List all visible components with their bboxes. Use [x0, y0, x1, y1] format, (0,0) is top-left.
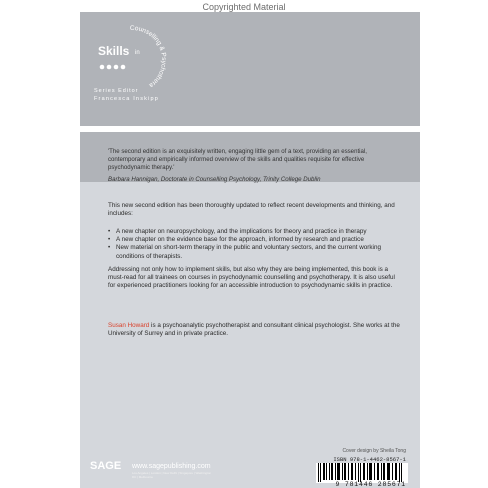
logo-skills: Skills: [98, 44, 130, 58]
barcode-digits: 9 781446 285671: [335, 481, 406, 488]
author-name: Susan Howard: [108, 322, 150, 329]
intro-paragraph: This new second edition has been thoroughly updated to reflect recent developments and thinking, and includes:: [108, 202, 395, 218]
logo-dots: [92, 22, 172, 92]
watermark: Copyrighted Material: [202, 2, 286, 12]
svg-text:Counselling & Psychotherapy: [92, 22, 167, 89]
series-logo: [92, 22, 172, 89]
list-item: • A new chapter on the evidence base for the approach, informed by research and practice: [108, 236, 400, 244]
author-bio: [108, 322, 400, 338]
isbn: ISBN 978-1-4462-8567-1: [333, 456, 406, 463]
logo-arc-text: Counselling & Psychothera: [129, 24, 168, 89]
sage-logo: SAGE: [90, 460, 122, 472]
series-editor-label: Series Editor: [94, 88, 139, 94]
series-editor-name: Francesca Inskipp: [94, 96, 160, 102]
author-bio-text: is a psychoanalytic psychotherapist and consultant clinical psychologist. She works at the University of Surrey and in private practice.: [108, 322, 400, 338]
quote-attribution: Barbara Hannigan, Doctorate in Counselling Psychology, Trinity College Dublin: [108, 176, 321, 183]
publisher-locations: Los Angeles | London | New Delhi | Singapore | Washington DC | Melbourne: [132, 471, 212, 479]
publisher-url: www.sagepublishing.com: [132, 463, 211, 470]
book-back-cover: [80, 12, 420, 488]
list-item: • New material on short-term therapy in the public and voluntary sectors, and the current working conditions of therapists.: [108, 244, 400, 260]
logo-in: in: [135, 50, 140, 56]
description-paragraph: Addressing not only how to implement skills, but also why they are being implemented, this book is a must-read for all trainees on courses in psychodynamic counselling and psychotherapy. It is also useful for experienced practitioners looking for an accessible introduction to psychodynamic skills in practice.: [108, 266, 395, 290]
list-item: • A new chapter on neuropsychology, and the implications for theory and practice in therapy: [108, 228, 400, 236]
cover-design-credit: Cover design by Sheila Tong: [342, 448, 406, 454]
review-quote: 'The second edition is an exquisitely written, engaging little gem of a text, providing an essential, contemporary and empirically informed overview of the skills and qualities requisite for effective psychodynamic therapy.': [108, 148, 367, 171]
feature-list: [108, 228, 400, 261]
barcode: [316, 463, 408, 483]
